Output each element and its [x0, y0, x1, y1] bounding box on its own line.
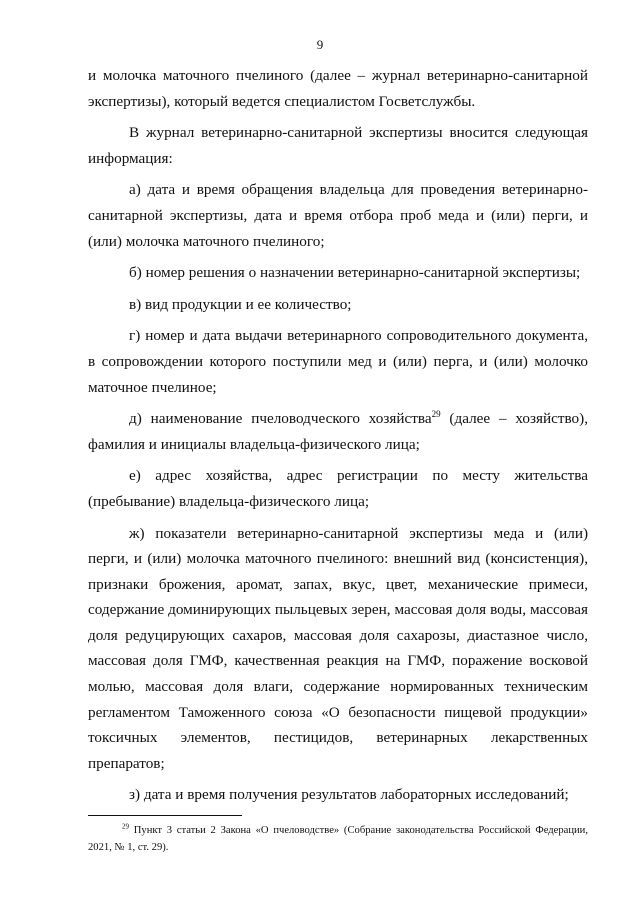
- footnote-separator: [88, 815, 242, 816]
- page-number: 9: [316, 37, 324, 52]
- paragraph-journal-continuation: и молочка маточного пчелиного (далее – журнал ветеринарно-санитарной экспертизы), который ведется специалистом Госветслужбы.: [88, 67, 588, 110]
- paragraph-item-e: е) адрес хозяйства, адрес регистрации по месту жительства (пребывание) владельца-физического лица;: [88, 467, 588, 510]
- paragraph-item-a: а) дата и время обращения владельца для проведения ветеринарно-санитарной экспертизы, дата и время отбора проб меда и (или) перги, и (или) молочка маточного пчелиного;: [88, 181, 588, 250]
- paragraph-journal-intro: В журнал ветеринарно-санитарной экспертизы вносится следующая информация:: [88, 124, 588, 167]
- body-text: [88, 63, 588, 808]
- paragraph-item-v: в) вид продукции и ее количество;: [129, 295, 352, 313]
- footnote-marker: 29: [122, 822, 129, 831]
- paragraph-item-d: [88, 406, 588, 457]
- footnote: [88, 822, 588, 856]
- paragraph-item-g: г) номер и дата выдачи ветеринарного сопроводительного документа, в сопровождении которого поступили мед и (или) перга, и (или) молочко маточное пчелиное;: [88, 327, 588, 396]
- footnote-reference: 29: [431, 409, 441, 420]
- footnote-text: Пункт 3 статьи 2 Закона «О пчеловодстве» (Собрание законодательства Российской Федерации, 2021, № 1, ст. 29).: [88, 825, 588, 853]
- paragraph-item-d-end: (далее – хозяйство), фамилия и инициалы владельца-физического лица;: [88, 410, 588, 453]
- paragraph-item-zh: ж) показатели ветеринарно-санитарной экспертизы меда и (или) перги, и (или) молочка маточного пчелиного: внешний вид (консистенция), признаки брожения, аромат, запах, вкус, цвет, механические примеси, содержание доминирующих пыльцевых зерен, массовая доля воды, массовая доля редуцирующих сахаров, массовая доля сахарозы, диастазное число, массовая доля ГМФ, качественная реакция на ГМФ, поражение восковой молью, массовая доля влаги, содержание нормированных техническим регламентом Таможенного союза «О безопасности пищевой продукции» токсичных элементов, пестицидов, ветеринарных лекарственных препаратов;: [88, 524, 588, 772]
- paragraph-item-d-start: д) наименование пчеловодческого хозяйства: [129, 410, 432, 428]
- paragraph-item-b: б) номер решения о назначении ветеринарно-санитарной экспертизы;: [129, 264, 581, 282]
- paragraph-item-z: з) дата и время получения результатов лабораторных исследований;: [129, 786, 569, 804]
